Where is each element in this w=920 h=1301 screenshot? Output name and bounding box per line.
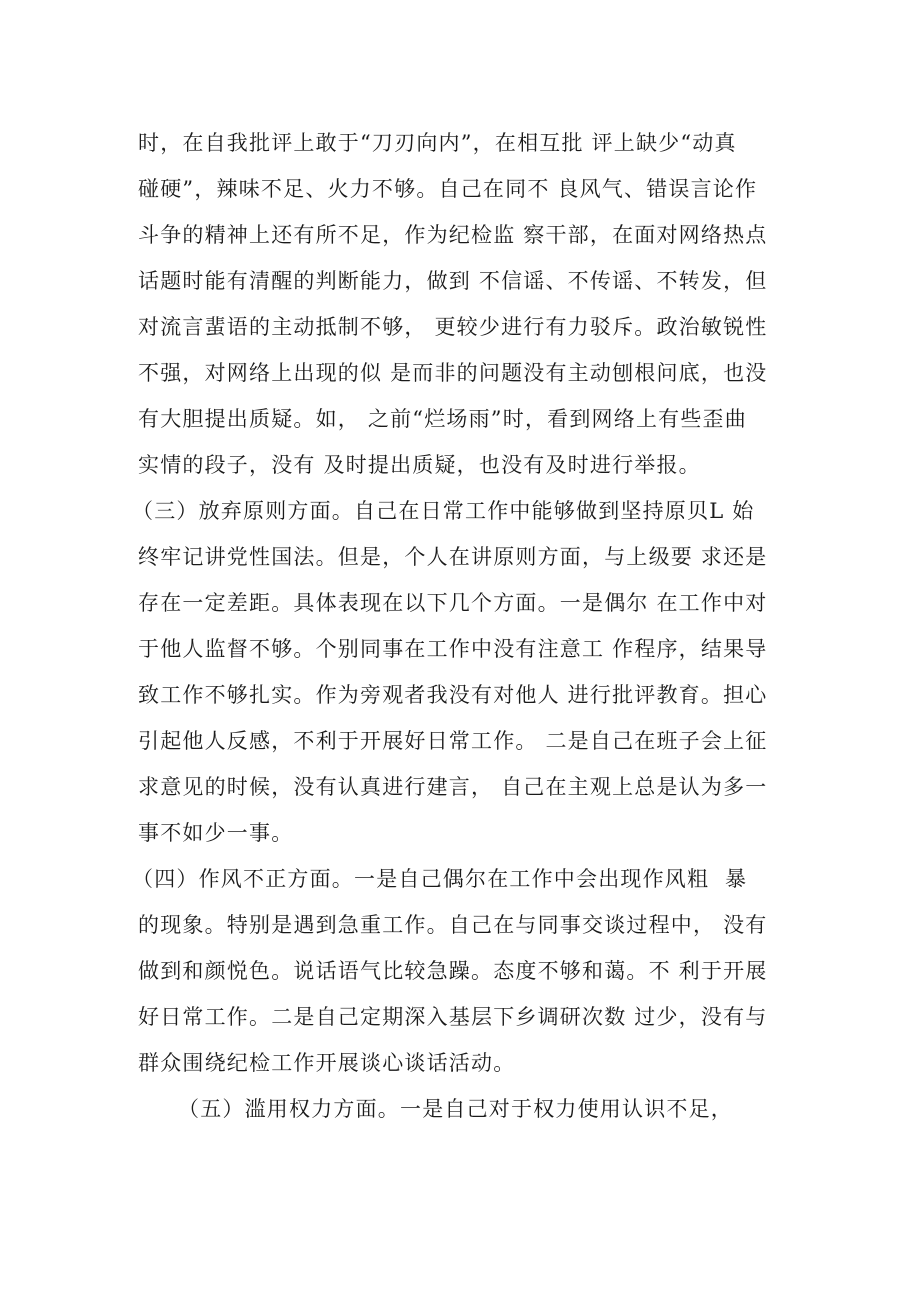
- paragraph-heading-line: （四）作风不正方面。一是自己偶尔在工作中会出现作风粗 暴: [132, 867, 748, 891]
- text-line: 斗争的精神上还有所不足，作为纪检监 察干部，在面对网络热点: [138, 223, 768, 247]
- text-line: 引起他人反感，不利于开展好日常工作。 二是自己在班子会上征: [138, 729, 768, 753]
- text-line: 对流言蜚语的主动抵制不够， 更较少进行有力驳斥。政治敏锐性: [138, 315, 768, 339]
- text-line: 实情的段子，没有 及时提出质疑，也没有及时进行举报。: [138, 453, 701, 477]
- text-line: 碰硬”，辣味不足、火力不够。自己在同不 良风气、错误言论作: [138, 177, 758, 201]
- text-line: 话题时能有清醒的判断能力，做到 不信谣、不传谣、不转发，但: [138, 269, 768, 293]
- text-line: 致工作不够扎实。作为旁观者我没有对他人 进行批评教育。担心: [138, 683, 768, 707]
- text-line: 求意见的时候，没有认真进行建言， 自己在主观上总是认为多一: [138, 775, 768, 799]
- text-line: 好日常工作。二是自己定期深入基层下乡调研次数 过少，没有与: [138, 1005, 768, 1029]
- text-line: 的现象。特别是遇到急重工作。自己在与同事交谈过程中， 没有: [138, 913, 768, 937]
- text-line: 做到和颜悦色。说话语气比较急躁。态度不够和蔼。不 利于开展: [138, 959, 768, 983]
- text-line: 有大胆提出质疑。如， 之前“烂场雨”时，看到网络上有些歪曲: [138, 407, 747, 431]
- paragraph-heading-line: （五）滥用权力方面。一是自己对于权力使用认识不足，: [178, 1097, 733, 1121]
- paragraph-heading-line: （三）放弃原则方面。自己在日常工作中能够做到坚持原贝L 始: [132, 499, 755, 523]
- text-line: 不强，对网络上出现的似 是而非的问题没有主动刨根问底，也没: [138, 361, 768, 385]
- text-line: 存在一定差距。具体表现在以下几个方面。一是偶尔 在工作中对: [138, 591, 768, 615]
- document-body: [132, 120, 798, 1132]
- text-line: 于他人监督不够。个别同事在工作中没有注意工 作程序，结果导: [138, 637, 768, 661]
- text-line: 事不如少一事。: [138, 821, 294, 845]
- text-line: 终牢记讲党性国法。但是，个人在讲原则方面，与上级要 求还是: [138, 545, 768, 569]
- text-line: 群众围绕纪检工作开展谈心谈话活动。: [138, 1051, 516, 1075]
- text-line: 时，在自我批评上敢于“刀刃向内”，在相互批 评上缺少“动真: [138, 131, 737, 155]
